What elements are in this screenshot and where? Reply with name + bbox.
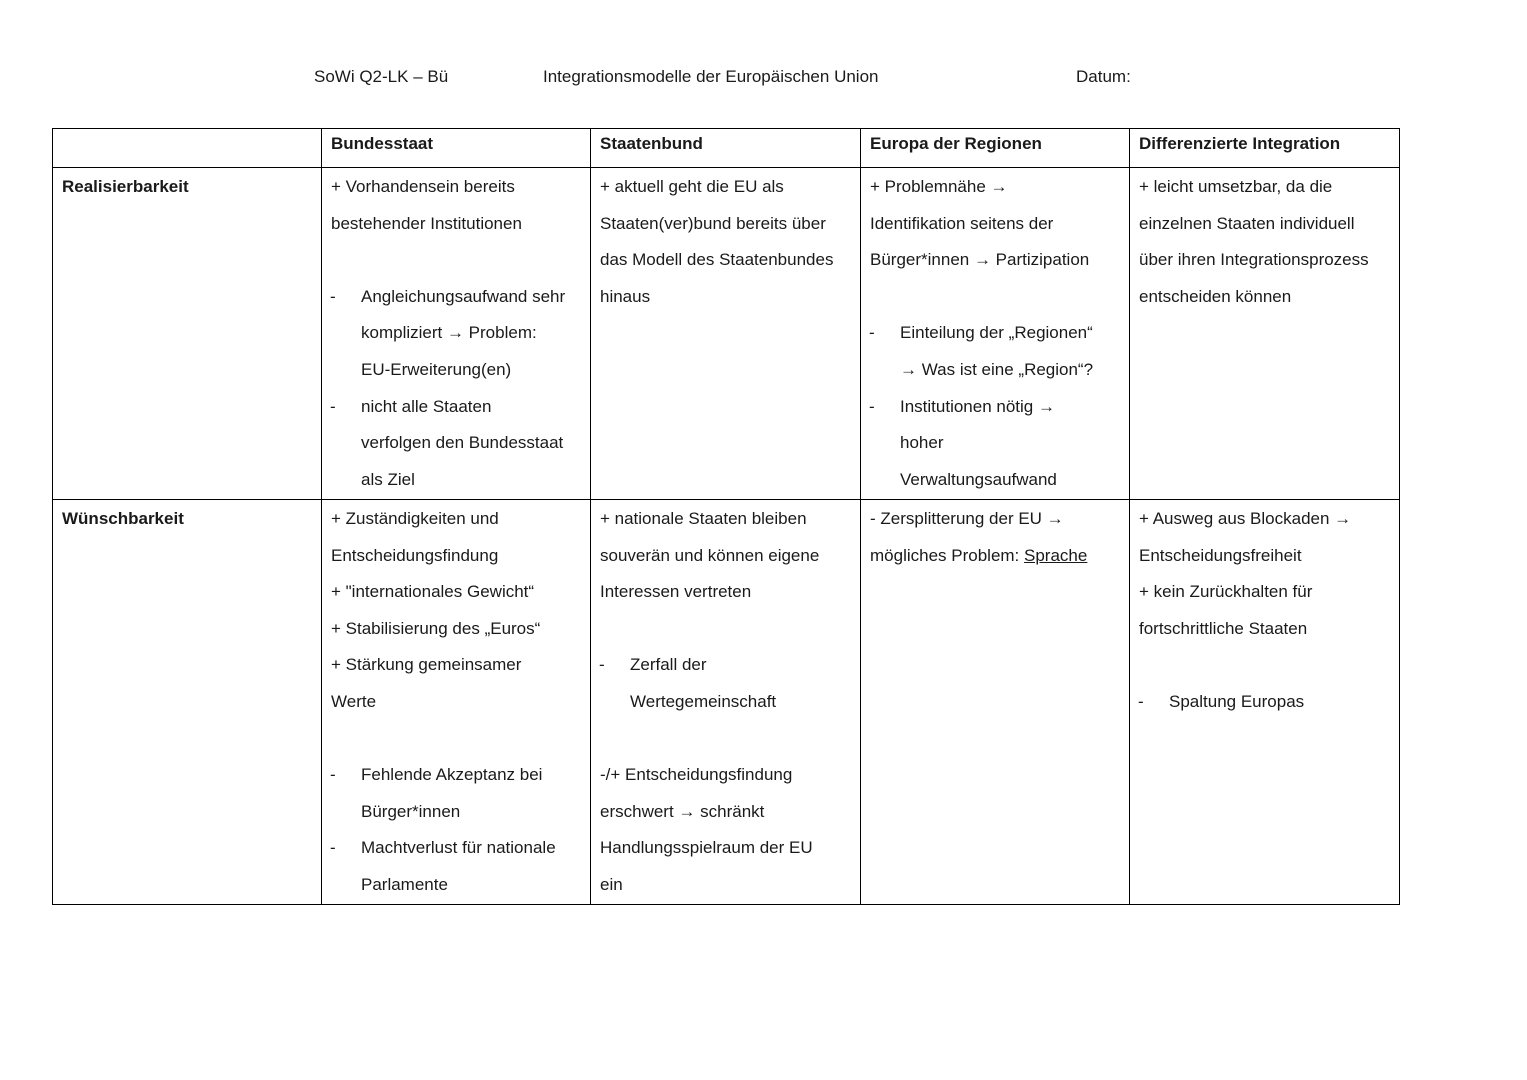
table-row <box>53 168 1400 500</box>
header-cell-differenziert: Differenzierte Integration <box>1130 129 1400 168</box>
cell-wuenschbarkeit-bundesstaat: + Zuständigkeiten und Entscheidungsfindung + "internationales Gewicht“ + Stabilisierung des „Euros“ + Stärkung gemeinsamer Werte - Fehlende Akzeptanz bei Bürger*innen - Machtverlust für nationale Parlamente <box>322 500 591 905</box>
header-cell-regionen: Europa der Regionen <box>861 129 1130 168</box>
minus-point: - nicht alle Staaten verfolgen den Bundesstaat als Ziel <box>331 389 586 499</box>
cell-wuenschbarkeit-staatenbund: + nationale Staaten bleiben souverän und können eigene Interessen vertreten - Zerfall der Wertegemeinschaft -/+ Entscheidungsfindung erschwert → schränkt Handlungsspielraum der EU ein <box>591 500 861 905</box>
header-cell-staatenbund: Staatenbund <box>591 129 861 168</box>
table-row <box>53 500 1400 905</box>
row-label-wuenschbarkeit: Wünschbarkeit <box>53 500 322 905</box>
cell-realisierbarkeit-differenziert: + leicht umsetzbar, da die einzelnen Staaten individuell über ihren Integrationsprozess entscheiden können <box>1130 168 1400 500</box>
cell-wuenschbarkeit-regionen: - Zersplitterung der EU → mögliches Problem: Sprache <box>861 500 1130 905</box>
header-cell-bundesstaat: Bundesstaat <box>322 129 591 168</box>
cell-wuenschbarkeit-differenziert: + Ausweg aus Blockaden → Entscheidungsfreiheit + kein Zurückhalten für fortschrittliche Staaten - Spaltung Europas <box>1130 500 1400 905</box>
comparison-table <box>52 128 1400 905</box>
table-header-row <box>53 129 1400 168</box>
minus-point: - Institutionen nötig → hoher Verwaltungsaufwand <box>870 389 1125 499</box>
date-label: Datum: <box>1076 67 1131 86</box>
minus-point: - Angleichungsaufwand sehr kompliziert → Problem: EU-Erweiterung(en) <box>331 279 586 389</box>
cell-realisierbarkeit-bundesstaat: + Vorhandensein bereits bestehender Institutionen - Angleichungsaufwand sehr kompliziert → Problem: EU-Erweiterung(en) - nicht alle Staaten verfolgen den Bundesstaat als Ziel <box>322 168 591 500</box>
cell-realisierbarkeit-staatenbund: + aktuell geht die EU als Staaten(ver)bund bereits über das Modell des Staatenbundes hinaus <box>591 168 861 500</box>
minus-point: - Machtverlust für nationale Parlamente <box>331 830 586 903</box>
document-title: Integrationsmodelle der Europäischen Union <box>543 67 879 86</box>
row-label-realisierbarkeit: Realisierbarkeit <box>53 168 322 500</box>
minus-point: - Einteilung der „Regionen“ → Was ist eine „Region“? <box>870 315 1125 388</box>
course-label: SoWi Q2-LK – Bü <box>314 67 449 86</box>
underlined-word: Sprache <box>1024 545 1088 565</box>
minus-point: - Spaltung Europas <box>1139 684 1395 721</box>
cell-realisierbarkeit-regionen: + Problemnähe → Identifikation seitens der Bürger*innen → Partizipation - Einteilung der „Regionen“ → Was ist eine „Region“? - Institutionen nötig → hoher Verwaltungsaufwand <box>861 168 1130 500</box>
header-cell-empty <box>53 129 322 168</box>
minus-point: - Zerfall der Wertegemeinschaft <box>600 647 856 720</box>
minus-point: - Fehlende Akzeptanz bei Bürger*innen <box>331 757 586 830</box>
